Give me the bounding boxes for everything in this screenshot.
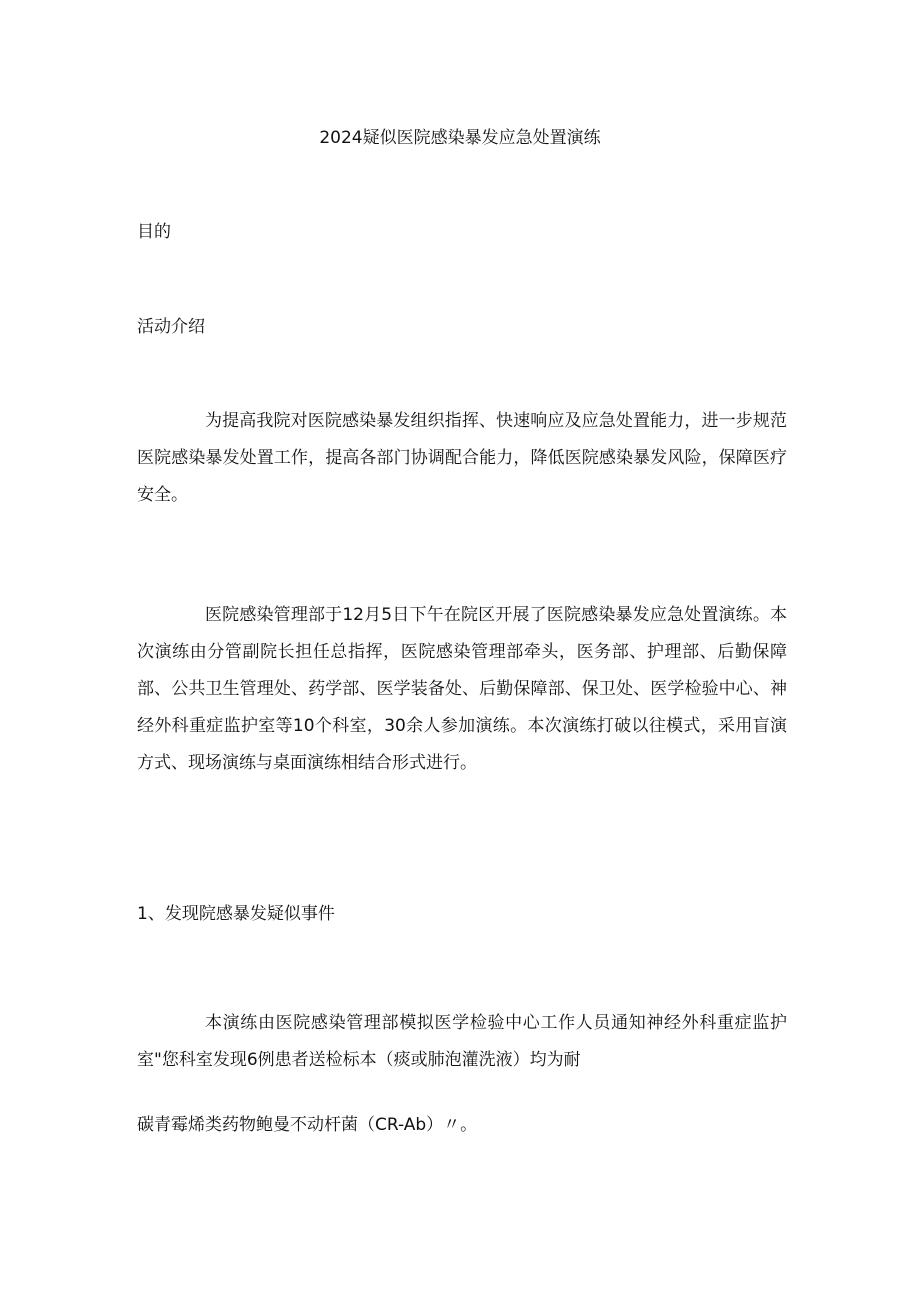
paragraph-purpose: 为提高我院对医院感染暴发组织指挥、快速响应及应急处置能力，进一步规范医院感染暴发处置工作，提高各部门协调配合能力，降低医院感染暴发风险，保障医疗安全。	[137, 411, 787, 505]
heading-activity-intro: 活动介绍	[137, 317, 205, 337]
section-1-heading: 1、发现院感暴发疑似事件	[137, 904, 335, 924]
document-title: 2024疑似医院感染暴发应急处置演练	[319, 128, 601, 148]
heading-purpose: 目的	[137, 222, 171, 242]
section-1-paragraph: 本演练由医院感染管理部模拟医学检验中心工作人员通知神经外科重症监护室"您科室发现6例患者送检标本（痰或肺泡灌洗液）均为耐	[137, 1013, 787, 1070]
section-1-paragraph-end: 碳青霉烯类药物鲍曼不动杆菌（CR-Ab）〃。	[137, 1115, 478, 1135]
paragraph-activity-intro: 医院感染管理部于12月5日下午在院区开展了医院感染暴发应急处置演练。本次演练由分管副院长担任总指挥，医院感染管理部牵头，医务部、护理部、后勤保障部、公共卫生管理处、药学部、医学装备处、后勤保障部、保卫处、医学检验中心、神经外科重症监护室等10个科室，30余人参加演练。本次演练打破以往模式，采用盲演方式、现场演练与桌面演练相结合形式进行。	[137, 605, 787, 773]
